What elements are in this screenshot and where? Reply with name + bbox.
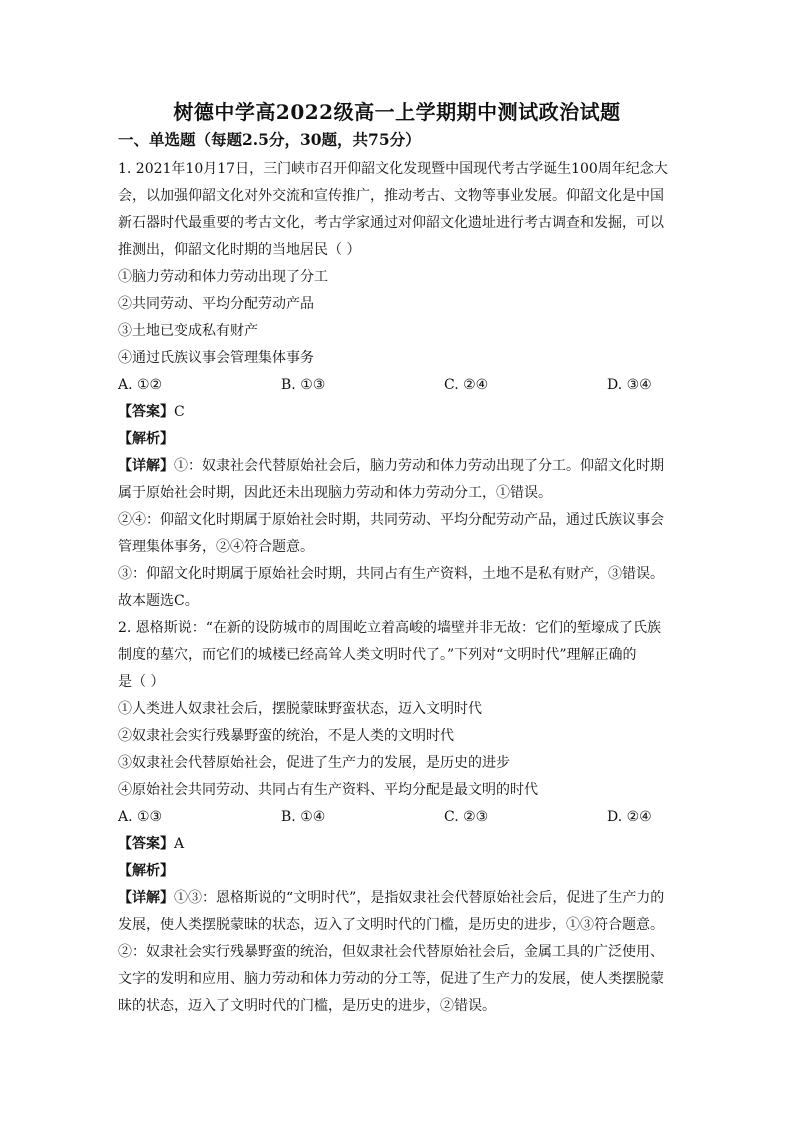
option-c: C. ②③ [444,809,489,825]
answer-value: A [174,836,185,852]
statement-item: ④原始社会共同劳动、共同占有生产资料、平均分配是最文明的时代 [118,782,538,798]
detail-line: 昧的状态，迈入了文明时代的门槛，是历史的进步，②错误。 [118,998,496,1014]
answer-tag: 【答案】 [118,404,174,420]
statement-item: ④通过氏族议事会管理集体事务 [118,350,314,366]
statement-item: ②奴隶社会实行残暴野蛮的统治，不是人类的文明时代 [118,728,454,744]
question-stem-line: 新石器时代最重要的考古文化，考古学家通过对仰韶文化遗址进行考古调查和发掘，可以 [118,215,664,231]
page-title: 树德中学高2022级高一上学期期中测试政治试题 [173,100,621,124]
question-stem-line: 2. 恩格斯说：“在新的设防城市的周围屹立着高峻的墙壁并非无故：它们的堑壕成了氏族 [118,620,661,636]
statement-item: ①人类进人奴隶社会后，摆脱蒙昧野蛮状态，迈入文明时代 [118,701,482,717]
option-b: B. ①④ [281,809,326,825]
question-stem-line: 推测出，仰韶文化时期的当地居民（ ） [118,242,361,258]
question-1 [118,156,678,615]
question-stem-line: 1. 2021年10月17日，三门峡市召开仰韶文化发现暨中国现代考古学诞生100周年纪念大 [118,161,668,177]
detail-text: ①③：恩格斯说的“文明时代”，是指奴隶社会代替原始社会后，促进了生产力的 [174,890,665,906]
detail-line [118,885,678,912]
answer-line [118,399,678,426]
answer-tag: 【答案】 [118,836,174,852]
statement-item: ①脑力劳动和体力劳动出现了分工 [118,269,328,285]
exam-content [118,156,678,1020]
detail-line: 管理集体事务，②④符合题意。 [118,539,314,555]
question-stem-line: 是（ ） [118,674,165,690]
question-2 [118,615,678,1020]
detail-tag: 【详解】 [118,458,174,474]
detail-line: 故本题选C。 [118,593,199,609]
statement-item: ③土地已变成私有财产 [118,323,258,339]
detail-tag: 【详解】 [118,890,174,906]
detail-text: ①：奴隶社会代替原始社会后，脑力劳动和体力劳动出现了分工。仰韶文化时期 [174,458,664,474]
analysis-line [118,858,678,885]
question-stem-line: 制度的墓穴，而它们的城楼已经高耸人类文明时代了。”下列对“文明时代”理解正确的 [118,647,637,663]
detail-line: 发展，使人类摆脱蒙昧的状态，迈入了文明时代的门槛，是历史的进步，①③符合题意。 [118,917,664,933]
answer-line [118,831,678,858]
answer-value: C [174,404,185,420]
option-c: C. ②④ [444,377,489,393]
answer-options [118,372,678,399]
option-a: A. ①② [118,377,163,393]
statement-item: ③奴隶社会代替原始社会，促进了生产力的发展，是历史的进步 [118,755,510,771]
section-heading: 一、单选题（每题2.5分，30题，共75分） [118,130,421,149]
question-stem-line: 会，以加强仰韶文化对外交流和宣传推广，推动考古、文物等事业发展。仰韶文化是中国 [118,188,664,204]
detail-line: ②④：仰韶文化时期属于原始社会时期，共同劳动、平均分配劳动产品，通过氏族议事会 [118,512,664,528]
option-d: D. ③④ [607,377,652,393]
option-b: B. ①③ [281,377,326,393]
analysis-tag: 【解析】 [118,863,174,879]
analysis-tag: 【解析】 [118,431,174,447]
detail-line: 属于原始社会时期，因此还未出现脑力劳动和体力劳动分工，①错误。 [118,485,552,501]
detail-line: ②：奴隶社会实行残暴野蛮的统治，但奴隶社会代替原始社会后，金属工具的广泛使用、 [118,944,664,960]
analysis-line [118,426,678,453]
detail-line: ③：仰韶文化时期属于原始社会时期，共同占有生产资料，土地不是私有财产，③错误。 [118,566,664,582]
statement-item: ②共同劳动、平均分配劳动产品 [118,296,314,312]
answer-options [118,804,678,831]
option-d: D. ②④ [607,809,652,825]
option-a: A. ①③ [118,809,163,825]
detail-line [118,453,678,480]
detail-line: 文字的发明和应用、脑力劳动和体力劳动的分工等，促进了生产力的发展，使人类摆脱蒙 [118,971,664,987]
